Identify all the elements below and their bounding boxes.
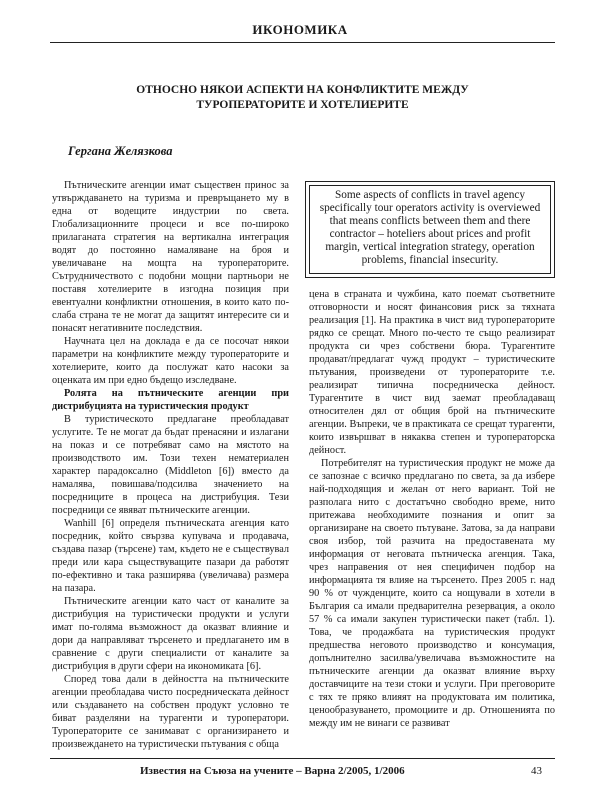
paragraph: Научната цел на доклада е да се посочат някои параметри на конфликтите между туроператорите и хотелиерите, които да послужат като насоки за оценката им при едно бъдещо изследване.: [52, 336, 289, 386]
abstract-box: [305, 181, 555, 278]
footer-rule: [50, 758, 555, 759]
section-heading: Ролята на пътническите агенции при дистрибуцията на туристическия продукт: [52, 388, 289, 412]
abstract-text: Some aspects of conflicts in travel agency specifically tour operators activity is overviewed that means conflicts between them and there contractor – hoteliers about prices and profit margin, vertical integration strategy, operation problems, financial insecurity.: [309, 185, 551, 274]
title-line-1: ОТНОСНО НЯКОИ АСПЕКТИ НА КОНФЛИКТИТЕ МЕЖДУ: [136, 84, 469, 96]
author-name: Гергана Желязкова: [68, 144, 173, 158]
section-header: ИКОНОМИКА: [252, 22, 348, 37]
paragraph: В туристическото предлагане преобладават услугите. Те не могат да бъдат пренасяни и излагани на показ и се потребяват само на мястото на производството им. Този техен нематериален характер парадоксално (Middleton [6]) вместо да намалява, повишава/подсилва значението на посредниците в процеса на дистрибуция. Тези посредници се явяват пътническите агенции.: [52, 414, 289, 516]
paragraph: цена в страната и чужбина, като поемат съответните отговорности и носят финансовия риск за тяхната реализация [1]. На практика в чист вид туроператорите рядко се срещат. Много по-често те също реализират продукта си чрез собствени бюра. Турагентите продават/предлагат чужд продукт – туристическите пътувания, произведени от туроператорите т.е. реализират типична посредническа дейност. Турагентите в чист вид заемат преобладаващ относителен дял от общия брой на пътническите агенции. Въпреки, че в практиката се срещат турагенти, които извършват в някаква степен и туроператорска дейност.: [309, 289, 555, 456]
paragraph: Според това дали в дейността на пътническите агенции преобладава чисто посредническата дейност или създаването на собствен продукт условно те биват разделяни на турагенти и туроператори. Туроператорите се занимават с организирането и произвеждането на туристически пътувания с обща: [52, 674, 289, 750]
title-line-2: ТУРОПЕРАТОРИТЕ И ХОТЕЛИЕРИТЕ: [196, 99, 409, 111]
header-rule: [50, 42, 555, 43]
paragraph: Wanhill [6] определя пътническата агенция като посредник, който свързва купувача и продавача, създава пазар (търсене) там, където не е съществувал преди или кара съществуващите пазари да работят по-ефективно и така разширява (увеличава) размера на пазара.: [52, 518, 289, 594]
article-title: [60, 83, 545, 113]
left-column: [52, 179, 289, 751]
paragraph: Пътническите агенции като част от каналите за дистрибуция на туристически продукти и услуги имат по-голяма възможност да оказват влияние и дори да направляват търсенето и предлагането им в сравнение с други специалисти от каналите за дистрибуция в други сфери на икономиката [6].: [52, 596, 289, 672]
page-number: 43: [531, 765, 542, 777]
right-column: [309, 288, 555, 730]
footer-journal: Известия на Съюза на учените – Варна 2/2005, 1/2006: [140, 765, 405, 777]
paragraph: Пътническите агенции имат съществен принос за утвърждаването на туризма и превръщането му в една от водещите индустрии по света. Глобализационните процеси и все по-широко прилаганата стратегия на вертикална интеграция водят до постоянно намаляване на броя и увеличаване на мощта на туроператорите. Сътрудничеството с подобни мощни партньори не поставя хотелиерите в изгодна позиция при евентуални конфликтни отношения, в които като по-слаба страна те не могат да защитят интересите си и понасят негативните последствия.: [52, 180, 289, 334]
paragraph: Потребителят на туристическия продукт не може да се запознае с всичко предлагано по света, за да избере най-подходящия и желан от него вариант. Той не разполага нито с достатъчно свободно време, нито притежава необходимите познания и опит за организиране на своето пътуване. Затова, за да направи своя избор, той разчита на предоставената му информация от неговата пътническа агенция. Така, чрез направения от нея специфичен подбор на информацията тя влияе на търсенето. През 2005 г. над 90 % от чужденците, които са нощували в хотели в България са имали предварителна резервация, а около 57 % са имали закупен туристически пакет (табл. 1). Това, че продажбата на туристическия продукт предшества неговото производство и консумация, допълнително засилва/увеличава възможностите на пътническите агенции да оказват влияние върху доставчиците на тези стоки и услуги. При преговорите с тях те пряко влияят на продуктовата им политика, ценообразуването, промоциите и др. Отношенията по между им не винаги се развиват: [309, 458, 555, 729]
